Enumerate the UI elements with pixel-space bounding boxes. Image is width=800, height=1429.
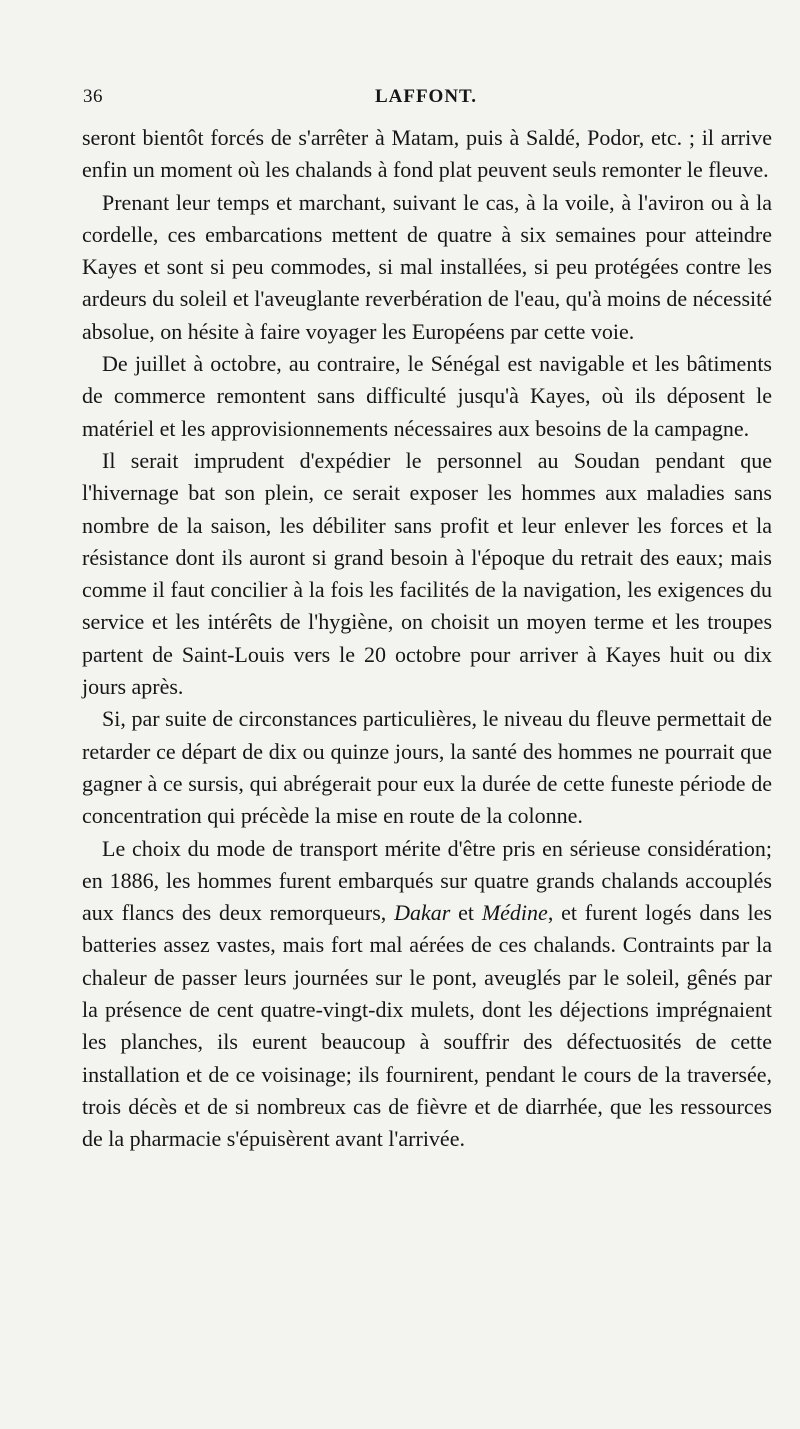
page-header <box>83 86 769 112</box>
paragraph-4: Il serait imprudent d'expédier le personnel au Soudan pendant que l'hivernage bat son plein, ce serait exposer les hommes aux maladies sans nombre de la saison, les débiliter sans profit et leur enlever les forces et la résistance dont ils auront si grand besoin à l'époque du retrait des eaux; mais comme il faut concilier à la fois les facilités de la navigation, les exigences du service et les intérêts de l'hygiène, on choisit un moyen terme et les troupes partent de Saint-Louis vers le 20 octobre pour arriver à Kayes huit ou dix jours après. <box>82 447 772 700</box>
paragraph-2: Prenant leur temps et marchant, suivant le cas, à la voile, à l'aviron ou à la cordelle, ces embarcations mettent de quatre à six semaines pour atteindre Kayes et sont si peu commodes, si mal installées, si peu protégées contre les ardeurs du soleil et l'aveuglante reverbération de l'eau, qu'à moins de nécessité absolue, on hésite à faire voyager les Européens par cette voie. <box>82 189 772 344</box>
page-number: 36 <box>83 86 103 107</box>
ship-name-dakar: Dakar <box>394 900 451 926</box>
paragraph-1: seront bientôt forcés de s'arrêter à Matam, puis à Saldé, Podor, etc. ; il arrive enfin un moment où les chalands à fond plat peuvent seuls remonter le fleuve. <box>82 125 772 183</box>
running-title: LAFFONT. <box>374 86 478 107</box>
paragraph-6-text-end: , et furent logés dans les batteries assez vastes, mais fort mal aérées de ces chalands. Contraints par la chaleur de passer leurs journées sur le pont, aveuglés par le soleil, gênés par la présence de cent quatre-vingt-dix mulets, dont les déjections imprégnaient les planches, ils eurent beaucoup à souffrir des défectuosités de cette installation et de ce voisinage; ils fournirent, pendant le cours de la traversée, trois décès et de si nombreux cas de fièvre et de diarrhée, que les ressources de la pharmacie s'épuisèrent avant l'arrivée. <box>82 900 772 1152</box>
paragraph-6 <box>82 833 772 1156</box>
paragraph-5: Si, par suite de circonstances particulières, le niveau du fleuve permettait de retarder ce départ de dix ou quinze jours, la santé des hommes ne pourrait que gagner à ce sursis, qui abrégerait pour eux la durée de cette funeste période de concentration qui précède la mise en route de la colonne. <box>82 706 772 829</box>
paragraph-6-conjunction: et <box>450 900 482 926</box>
ship-name-medine: Médine <box>481 900 548 926</box>
body-text <box>82 122 772 1156</box>
paragraph-3: De juillet à octobre, au contraire, le Sénégal est navigable et les bâtiments de commerce remontent sans difficulté jusqu'à Kayes, où ils déposent le matériel et les approvisionnements nécessaires aux besoins de la campagne. <box>82 351 772 441</box>
paragraph-6-text-start: Le choix du mode de transport mérite d'être pris en sérieuse considération; en 1886, les hommes furent embarqués sur quatre grands chalands accouplés aux flancs des deux remorqueurs, <box>82 835 772 926</box>
